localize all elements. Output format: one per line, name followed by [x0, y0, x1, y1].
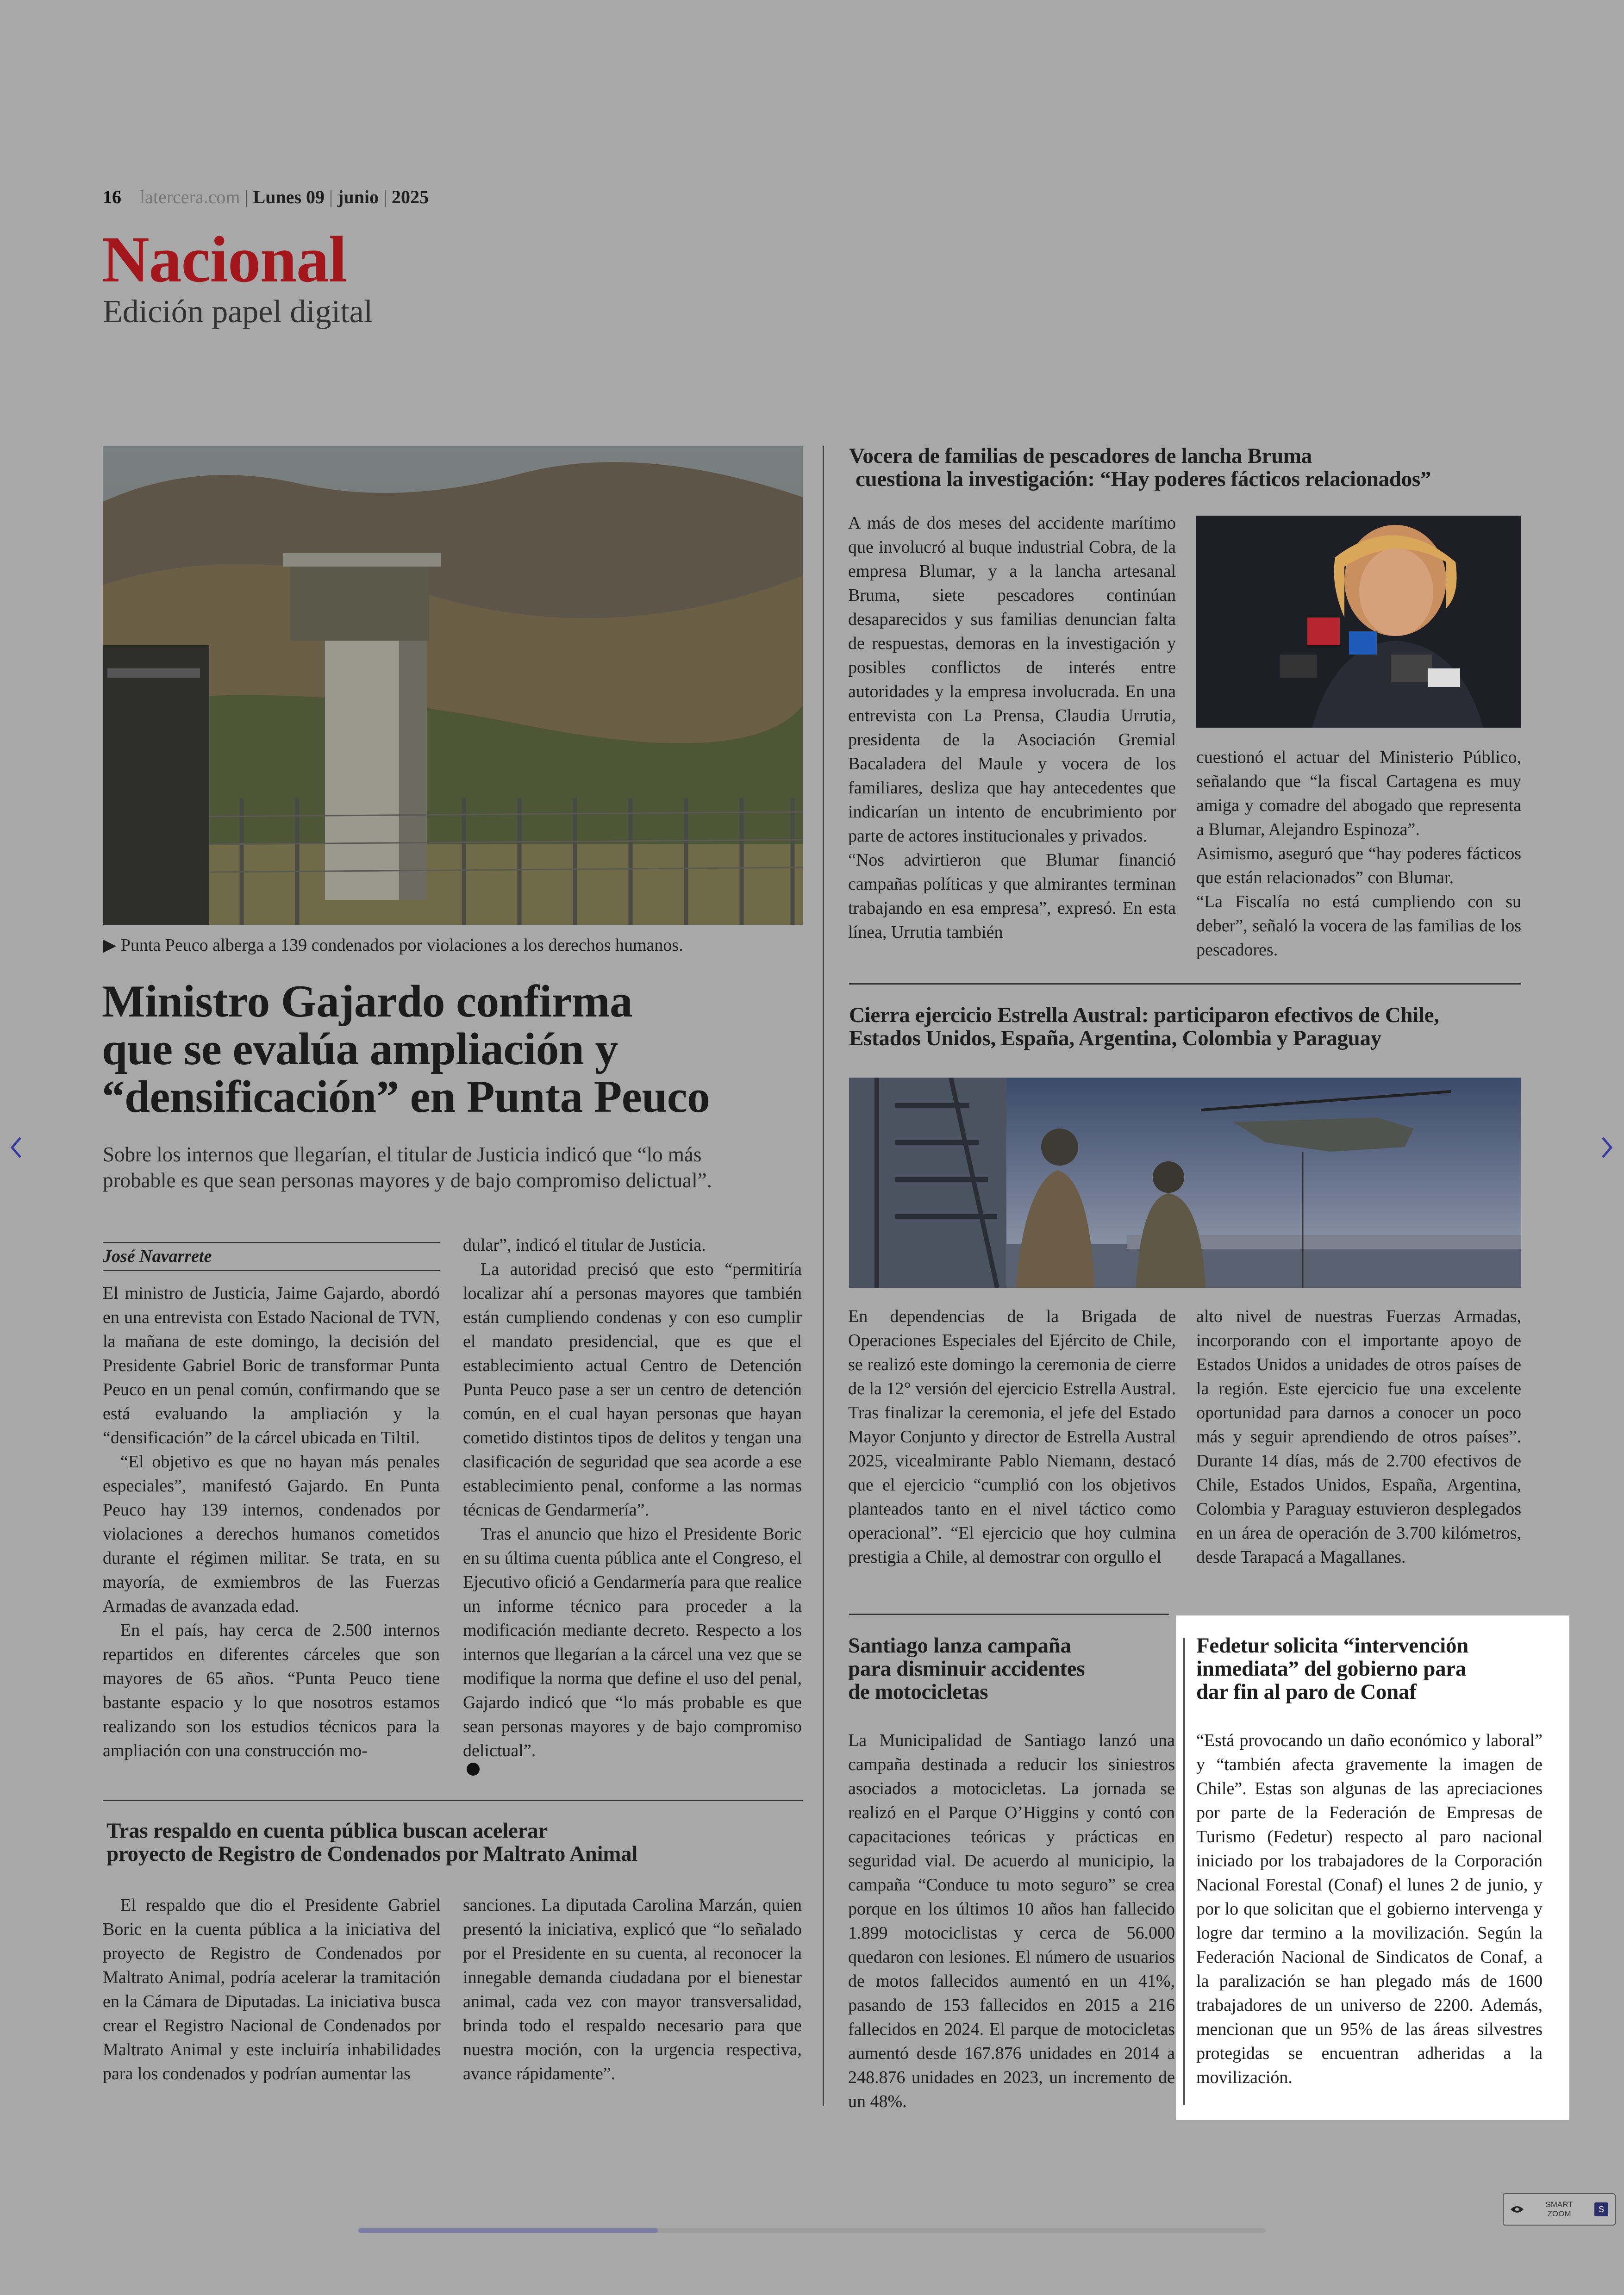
main-headline — [102, 978, 710, 1121]
paragraph: Tras el anuncio que hizo el Presidente Boric en su última cuenta pública ante el Congreso, el Ejecutivo ofició a Gendarmería para que realice un informe técnico para proceder a la modificación mediante decreto. Respecto a los internos que llegarían a la cárcel una vez que se modifique la norma que define el uso del penal, Gajardo indicó que “lo más probable es que sean personas mayores y de bajo compromiso delictual”. — [463, 1524, 802, 1760]
maltrato-col-1: El respaldo que dio el Presidente Gabriel Boric en la cuenta pública a la iniciativa del proyecto de Registro de Condenados por Maltrato Animal, podría acelerar la tramitación en la Cámara de Diputadas. La iniciativa busca crear el Registro Nacional de Condenados por Maltrato Animal y este incluiría inhabilidades para los condenados y podrían aumentar las — [103, 1896, 441, 2083]
folio-line: 16 latercera.com | Lunes 09 | junio | 2025 — [103, 187, 429, 207]
byline: José Navarrete — [103, 1247, 212, 1266]
prev-page-button[interactable] — [5, 1131, 28, 1164]
paragraph: cuestionó el actuar del Ministerio Público, señalando que “la fiscal Cartagena es muy amiga y comadre del abogado que representa a Blumar, Alejandro Espinoza”. — [1196, 748, 1521, 839]
end-mark-icon — [467, 1763, 480, 1776]
moto-headline — [848, 1634, 1085, 1703]
headline-line: dar fin al paro de Conaf — [1196, 1680, 1417, 1704]
headline-line: Fedetur solicita “intervención — [1196, 1634, 1468, 1658]
main-deck — [103, 1141, 712, 1193]
estrella-col-1: En dependencias de la Brigada de Operaciones Especiales del Ejército de Chile, se realizó este domingo la ceremonia de cierre de la 12° versión del ejercicio Estrella Austral. Tras finalizar la ceremonia, el jefe del Estado Mayor Conjunto y director de Estrella Austral 2025, vicealmirante Pablo Niemann, destacó que el ejercicio “cumplió con los objetivos planteados tanto en el nivel táctico como operacional”. “El ejercicio que hoy culmina prestigia a Chile, al demostrar con orgullo el — [848, 1307, 1176, 1567]
fedetur-body: “Está provocando un daño económico y laboral” y “también afecta gravemente la imagen de Chile”. Estas son algunas de las apreciaciones por parte de la Federación de Empresas de Turismo (Fedetur) respecto al paro nacional iniciado por los trabajadores de la Corporación Nacional Forestal (Conaf) el lunes 2 de junio, y por lo que solicitan que el gobierno intervenga y logre dar termino a la movilización. Según la Federación Nacional de Sindicatos de Conaf, a la paralización se han plegado más de 1600 trabajadores de un universo de 2200. Además, mencionan que un 95% de las áreas silvestres protegidas se encuentran adheridas a la movilización. — [1196, 1731, 1543, 2087]
headline-line: Estados Unidos, España, Argentina, Colombia y Paraguay — [849, 1026, 1381, 1050]
page-progress-track[interactable] — [358, 2228, 1266, 2233]
paragraph: Asimismo, aseguró que “hay poderes fácticos que están relacionados” con Blumar. — [1196, 844, 1521, 887]
eye-icon — [1510, 2205, 1524, 2214]
main-col-1 — [103, 1281, 440, 1763]
site-name: latercera.com — [140, 187, 240, 207]
page-progress-fill — [358, 2228, 658, 2233]
estrella-headline — [849, 1004, 1439, 1050]
bruma-col-2 — [1196, 745, 1521, 962]
punta-peuco-photo — [103, 446, 803, 925]
page-number: 16 — [103, 187, 121, 207]
main-col-2 — [463, 1233, 802, 1778]
paragraph: El ministro de Justicia, Jaime Gajardo, abordó en una entrevista con Estado Nacional de TVN, la mañana de este domingo, la decisión del Presidente Gabriel Boric de transformar Punta Peuco en un penal común, confirmando que se está evaluando la ampliación y la “densificación” de la cárcel ubicada en Tiltil. — [103, 1284, 440, 1447]
paragraph: En el país, hay cerca de 2.500 internos repartidos en diferentes cárceles que son mayores de 65 años. “Punta Peuco tiene bastante espacio y lo que nosotros estamos realizando son los estudios técnicos para la ampliación con una construcción mo- — [103, 1621, 440, 1760]
headline-line: “densificación” en Punta Peuco — [102, 1072, 710, 1122]
moto-body: La Municipalidad de Santiago lanzó una campaña destinada a reducir los siniestros asociados a motocicletas. La jornada se realizó en el Parque O’Higgins y contó con capacitaciones teóricas y prácticas en seguridad vial. De acuerdo al municipio, la campaña “Conduce tu moto seguro” se crea porque en los últimos 10 años han fallecido 1.899 motociclistas y cerca de 56.000 quedaron con lesiones. El número de usuarios de motos fallecidos aumentó en un 41%, pasando de 153 fallecidos en 2015 a 216 fallecidos en 2024. El parque de motocicletas aumentó desde 167.876 unidades en 2014 a 248.876 unidades en 2023, un incremento de un 48%. — [848, 1731, 1175, 2111]
smart-zoom-label: SMART ZOOM — [1545, 2200, 1573, 2218]
headline-line: cuestiona la investigación: “Hay poderes fácticos relacionados” — [856, 467, 1431, 491]
folio-day: Lunes 09 — [253, 187, 325, 207]
headline-line: Vocera de familias de pescadores de lancha Bruma — [849, 444, 1312, 468]
deck-line: Sobre los internos que llegarían, el titular de Justicia indicó que “lo más — [103, 1143, 702, 1166]
bruma-headline — [849, 444, 1431, 491]
next-page-button[interactable] — [1595, 1131, 1618, 1164]
paragraph: “El objetivo es que no hayan más penales especiales”, manifestó Gajardo. En Punta Peuco hay 139 internos, condenados por violaciones a derechos humanos cometidos durante el régimen militar. Se trata, en su mayoría, de exmiembros de las Fuerzas Armadas de avanzada edad. — [103, 1452, 440, 1616]
maltrato-col-2: sanciones. La diputada Carolina Marzán, quien presentó la iniciativa, explicó que “lo señalado por el Presidente en su cuenta, al reconocer la innegable demanda ciudadana por el bienestar animal, cada vez con mayor transversalidad, brinda todo el respaldo necesario para que nuestra moción, con la urgencia respectiva, avance rápidamente”. — [463, 1896, 802, 2083]
edition-label: Edición papel digital — [103, 294, 373, 330]
chevron-right-icon — [1600, 1136, 1614, 1159]
smart-zoom-badge: S — [1594, 2202, 1608, 2216]
headline-line: Cierra ejercicio Estrella Austral: participaron efectivos de Chile, — [849, 1003, 1439, 1027]
paragraph: dular”, indicó el titular de Justicia. — [463, 1235, 706, 1255]
folio-year: 2025 — [392, 187, 429, 207]
paragraph: “Nos advirtieron que Blumar financió campañas políticas y que almirantes terminan trabajando en esa empresa”, expresó. En esta línea, Urrutia también — [848, 850, 1176, 942]
headline-line: proyecto de Registro de Condenados por Maltrato Animal — [106, 1842, 638, 1866]
paragraph: A más de dos meses del accidente marítimo que involucró al buque industrial Cobra, de la empresa Blumar, y a la lancha artesanal Bruma, siete pescadores continúan desaparecidos y sus familias denuncian falta de respuestas, demoras en la investigación y posibles conflictos de interés entre autoridades y la empresa involucrada. En una entrevista con La Prensa, Claudia Urrutia, presidenta de la Asociación Gremial Bacaladera del Maule y vocera de los familiares, desliza que hay antecedentes que indicarían un intento de encubrimiento por parte de actores institucionales y privados. — [848, 513, 1176, 846]
folio-month: junio — [337, 187, 379, 207]
fedetur-box — [1176, 1615, 1569, 2120]
smart-zoom-button[interactable] — [1503, 2193, 1616, 2226]
headline-line: Santiago lanza campaña — [848, 1634, 1071, 1658]
caption-arrow-icon: ▶ — [103, 935, 121, 955]
maltrato-headline — [106, 1819, 637, 1865]
section-title: Nacional — [102, 223, 347, 296]
caption-text: Punta Peuco alberga a 139 condenados por violaciones a los derechos humanos. — [120, 935, 683, 955]
bruma-col-1 — [848, 511, 1176, 944]
headline-line: de motocicletas — [848, 1680, 988, 1704]
fedetur-headline — [1196, 1634, 1468, 1703]
paragraph: “La Fiscalía no está cumpliendo con su deber”, señaló la vocera de las familias de los pescadores. — [1196, 892, 1521, 960]
deck-line: probable es que sean personas mayores y de bajo compromiso delictual”. — [103, 1169, 712, 1192]
headline-line: para disminuir accidentes — [848, 1657, 1085, 1681]
headline-line: inmediata” del gobierno para — [1196, 1657, 1467, 1681]
vocera-photo — [1196, 516, 1521, 728]
estrella-photo — [849, 1078, 1521, 1288]
headline-line: Ministro Gajardo confirma — [102, 976, 633, 1027]
chevron-left-icon — [9, 1136, 23, 1159]
headline-line: Tras respaldo en cuenta pública buscan acelerar — [106, 1819, 548, 1843]
estrella-col-2: alto nivel de nuestras Fuerzas Armadas, incorporando con el importante apoyo de Estados Unidos a unidades de otros países de la región. Este ejercicio fue una excelente oportunidad para darnos a conocer un poco más y seguir aprendiendo de otros países”. Durante 14 días, más de 2.700 efectivos de Chile, Estados Unidos, España, Argentina, Colombia y Paraguay estuvieron desplegados en un área de operación de 3.700 kilómetros, desde Tarapacá a Magallanes. — [1196, 1307, 1521, 1567]
headline-line: que se evalúa ampliación y — [102, 1024, 618, 1074]
photo-caption — [103, 934, 683, 956]
paragraph: La autoridad precisó que esto “permitiría localizar ahí a personas mayores que también están cumpliendo condenas y con eso cumplir el mandato presidencial, que es que el establecimiento actual Centro de Detención Punta Peuco pase a ser un centro de detención común, en el cual hayan personas que hayan cometido distintos tipos de delitos y tengan una clasificación de seguridad que sea acorde a ese establecimiento penal, conforme a las normas técnicas de Gendarmería”. — [463, 1260, 802, 1520]
